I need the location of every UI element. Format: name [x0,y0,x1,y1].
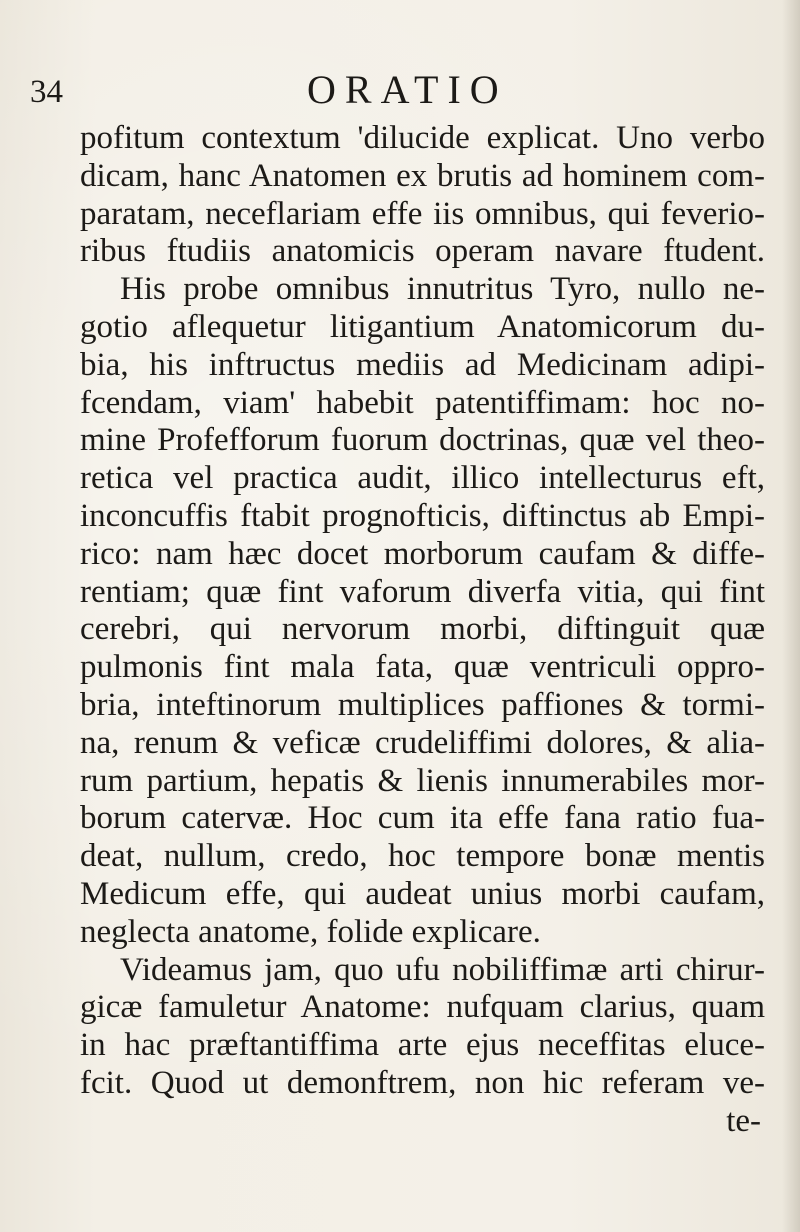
text-line: paratam, neceflariam effe iis omnibus, qui feverio- [80,195,765,232]
text-line: pofitum contextum 'dilucide explicat. Uno verbo [80,120,765,156]
text-line: in hac præftantiffima arte ejus neceffitas eluce- [80,1027,765,1064]
text-line: dicam, hanc Anatomen ex brutis ad hominem com- [80,157,765,194]
text-line: rentiam; quæ fint vaforum diverfa vitia, qui fint [80,573,765,610]
text-line: na, renum & veficæ crudeliffimi dolores, & alia- [80,724,765,761]
text-line: fcendam, viam' habebit patentiffimam: hoc no- [80,384,765,421]
text-line: cerebri, qui nervorum morbi, diftinguit quæ [80,611,765,648]
text-line: Medicum effe, qui audeat unius morbi caufam, [80,875,765,912]
text-line: bia, his inftructus mediis ad Medicinam adipi- [80,346,765,383]
text-line: mine Profefforum fuorum doctrinas, quæ vel theo- [80,422,765,459]
text-line: deat, nullum, credo, hoc tempore bonæ mentis [80,838,765,875]
text-line: gicæ famuletur Anatome: nufquam clarius, quam [80,989,765,1026]
page-header [0,66,800,116]
text-line: ribus ftudiis anatomicis operam navare ftudent. [80,233,765,270]
page-number: 34 [30,74,63,110]
text-line: inconcuffis ftabit prognofticis, diftinctus ab Empi- [80,497,765,534]
text-line: borum catervæ. Hoc cum ita effe fana ratio fua- [80,800,765,837]
catchword: te- [726,1102,761,1139]
text-line: pulmonis fint mala fata, quæ ventriculi oppro- [80,649,765,686]
text-line: gotio aflequetur litigantium Anatomicorum du- [80,308,765,345]
body-text [80,120,765,1141]
text-line: His probe omnibus innutritus Tyro, nullo ne- [120,271,765,308]
text-line: fcit. Quod ut demonftrem, non hic referam ve- [80,1064,765,1101]
text-line: rum partium, hepatis & lienis innumerabiles mor- [80,762,765,799]
text-line: rico: nam hæc docet morborum caufam & diffe- [80,535,765,572]
text-line: bria, inteftinorum multiplices paffiones & tormi- [80,686,765,723]
text-line: Videamus jam, quo ufu nobiliffimæ arti chirur- [120,951,765,988]
page-edge-shadow [782,0,800,1232]
text-line: neglecta anatome, folide explicare. [80,913,541,950]
text-line: retica vel practica audit, illico intellecturus eft, [80,460,765,497]
running-head: ORATIO [307,67,508,112]
